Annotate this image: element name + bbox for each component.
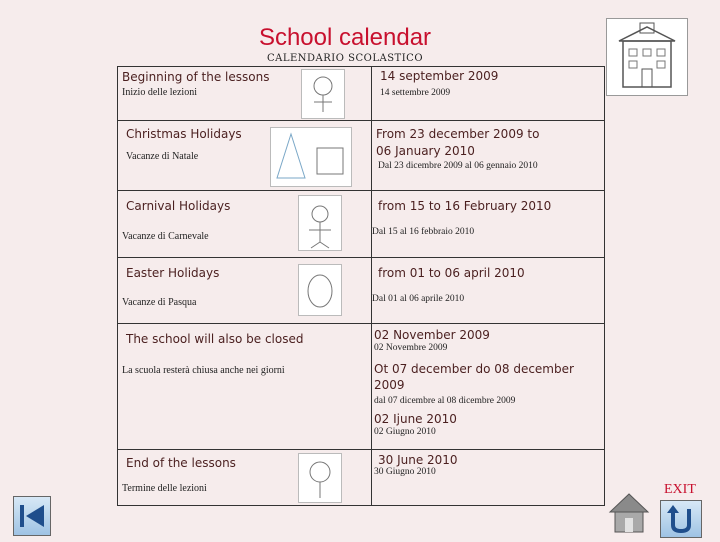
event-label-it: Inizio delle lezioni bbox=[122, 87, 197, 98]
home-icon bbox=[606, 490, 652, 536]
school-building-image bbox=[606, 18, 688, 96]
table-row bbox=[118, 450, 605, 506]
event-label-it: La scuola resterà chiusa anche nei giorni bbox=[122, 365, 285, 376]
date-it: Dal 23 dicembre 2009 al 06 gennaio 2010 bbox=[378, 161, 538, 171]
date-it: dal 07 dicembre al 08 dicembre 2009 bbox=[374, 396, 516, 406]
return-icon bbox=[661, 501, 701, 537]
event-cell bbox=[118, 191, 372, 258]
end-of-lessons-drawing-image bbox=[298, 453, 342, 503]
exit-link[interactable]: EXIT bbox=[664, 482, 696, 497]
event-cell bbox=[118, 450, 372, 506]
date-cell bbox=[372, 450, 605, 506]
coloring-drawing-image bbox=[301, 69, 345, 119]
event-label-en: Beginning of the lessons bbox=[122, 70, 270, 84]
table-row bbox=[118, 121, 605, 191]
event-label-en: Christmas Holidays bbox=[126, 127, 242, 141]
easter-drawing-image bbox=[298, 264, 342, 316]
date-cell bbox=[372, 324, 605, 450]
return-button[interactable] bbox=[660, 500, 702, 538]
date-en: from 15 to 16 February 2010 bbox=[378, 199, 552, 213]
date-en: 14 september 2009 bbox=[380, 69, 499, 83]
date-cell bbox=[372, 67, 605, 121]
table-row bbox=[118, 191, 605, 258]
date-it: 02 Giugno 2010 bbox=[374, 427, 436, 437]
event-cell bbox=[118, 67, 372, 121]
event-label-en: The school will also be closed bbox=[126, 332, 304, 346]
date-en: Ot 07 december do 08 december 2009 bbox=[374, 362, 574, 392]
date-en: 30 June 2010 bbox=[378, 453, 458, 467]
date-cell bbox=[372, 258, 605, 324]
date-it: 14 settembre 2009 bbox=[380, 88, 451, 98]
date-it: Dal 01 al 06 aprile 2010 bbox=[372, 294, 465, 304]
date-en: 02 Ijune 2010 bbox=[374, 412, 457, 426]
date-it: 02 Novembre 2009 bbox=[374, 343, 448, 353]
event-label-it: Vacanze di Carnevale bbox=[122, 231, 209, 242]
event-label-en: Carnival Holidays bbox=[126, 199, 231, 213]
event-label-it: Vacanze di Natale bbox=[126, 151, 199, 162]
page-title: School calendar bbox=[258, 24, 432, 51]
table-row bbox=[118, 67, 605, 121]
date-en: 02 November 2009 bbox=[374, 328, 490, 342]
home-button[interactable] bbox=[606, 490, 652, 536]
calendar-table bbox=[117, 66, 605, 506]
table-row bbox=[118, 324, 605, 450]
date-cell bbox=[372, 121, 605, 191]
skip-back-button[interactable] bbox=[13, 496, 51, 536]
table-row bbox=[118, 258, 605, 324]
event-cell bbox=[118, 258, 372, 324]
date-cell bbox=[372, 191, 605, 258]
date-en: from 01 to 06 april 2010 bbox=[378, 266, 525, 280]
event-label-en: End of the lessons bbox=[126, 456, 236, 470]
page-subtitle: CALENDARIO SCOLASTICO bbox=[266, 53, 424, 64]
skip-back-icon bbox=[14, 497, 50, 535]
event-label-it: Termine delle lezioni bbox=[122, 483, 207, 494]
date-it: 30 Giugno 2010 bbox=[374, 467, 436, 477]
event-label-en: Easter Holidays bbox=[126, 266, 220, 280]
date-it: Dal 15 al 16 febbraio 2010 bbox=[372, 227, 475, 237]
carnival-drawing-image bbox=[298, 195, 342, 251]
date-en: From 23 december 2009 to 06 January 2010 bbox=[376, 127, 540, 158]
event-cell bbox=[118, 324, 372, 450]
event-label-it: Vacanze di Pasqua bbox=[122, 297, 197, 308]
christmas-drawing-image bbox=[270, 127, 352, 187]
event-cell bbox=[118, 121, 372, 191]
